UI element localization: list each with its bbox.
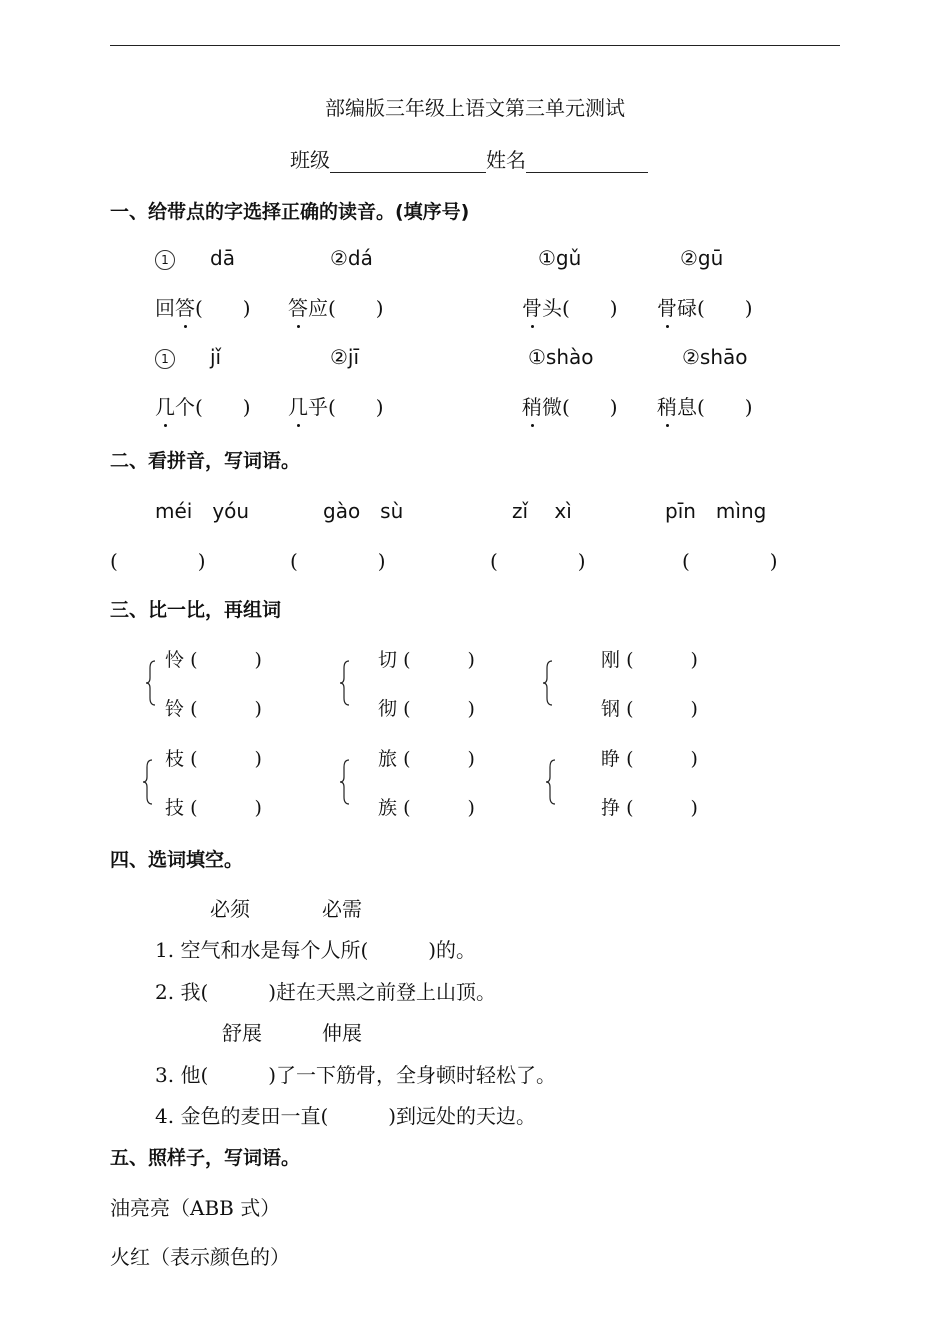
q1-opt: dā bbox=[210, 246, 235, 270]
q1-opt-circle: 1 bbox=[155, 345, 175, 369]
q1-word: 稍息( ) bbox=[657, 391, 753, 420]
answer-blank[interactable]: ( ) bbox=[403, 698, 475, 720]
answer-blank[interactable]: ( ) bbox=[195, 395, 251, 419]
brace-icon bbox=[543, 660, 553, 706]
q1-word: 骨头( ) bbox=[522, 292, 618, 321]
q1-opt: ①gǔ bbox=[538, 246, 582, 270]
answer-blank[interactable]: ( ) bbox=[403, 748, 475, 770]
answer-blank[interactable]: ( ) bbox=[328, 395, 384, 419]
q3-item: 切 ( ) bbox=[378, 649, 475, 671]
q1-word: 回答( ) bbox=[155, 292, 251, 321]
word-choice: 伸展 bbox=[322, 1021, 362, 1045]
q1-opt-circle: 1 bbox=[155, 246, 175, 270]
answer-blank[interactable]: ( ) bbox=[190, 649, 262, 671]
answer-blank[interactable]: ( ) bbox=[562, 296, 618, 320]
q5-item: 油亮亮（ABB 式） bbox=[110, 1196, 281, 1220]
answer-blank[interactable]: ( ) bbox=[697, 296, 753, 320]
q1-opt: ②gū bbox=[680, 246, 724, 270]
q2-pinyin: méi yóu bbox=[155, 499, 250, 523]
section-5-heading: 五、照样子，写词语。 bbox=[110, 1147, 301, 1169]
brace-icon bbox=[546, 759, 556, 805]
q3-item: 旅 ( ) bbox=[378, 748, 475, 770]
q1-opt: ②shāo bbox=[682, 345, 748, 369]
q1-word: 答应( ) bbox=[288, 292, 384, 321]
page-title: 部编版三年级上语文第三单元测试 bbox=[325, 96, 625, 120]
q3-item: 刚 ( ) bbox=[601, 649, 698, 671]
q1-word: 几个( ) bbox=[155, 391, 251, 420]
top-rule bbox=[110, 45, 840, 46]
q2-pinyin: pīn mìng bbox=[665, 499, 767, 523]
word-choice: 必须 bbox=[210, 897, 250, 921]
answer-blank[interactable]: ( ) bbox=[626, 748, 698, 770]
q2-answer-blank[interactable]: ( ) bbox=[110, 549, 206, 573]
section-1-heading: 一、给带点的字选择正确的读音。(填序号) bbox=[110, 201, 470, 223]
name-field[interactable] bbox=[526, 150, 648, 173]
answer-blank[interactable]: ( ) bbox=[195, 296, 251, 320]
answer-blank[interactable]: ( ) bbox=[697, 395, 753, 419]
class-label: 班级 bbox=[290, 148, 330, 172]
answer-blank[interactable]: ( ) bbox=[562, 395, 618, 419]
name-label: 姓名 bbox=[486, 148, 526, 172]
q1-word: 稍微( ) bbox=[522, 391, 618, 420]
q4-sentence: 3. 他( )了一下筋骨，全身顿时轻松了。 bbox=[155, 1063, 557, 1087]
q3-item: 族 ( ) bbox=[378, 797, 475, 819]
q1-opt: ②dá bbox=[330, 246, 373, 270]
q3-item: 怜 ( ) bbox=[165, 649, 262, 671]
q3-item: 枝 ( ) bbox=[165, 748, 262, 770]
answer-blank[interactable]: ( ) bbox=[190, 698, 262, 720]
answer-blank[interactable]: ( ) bbox=[190, 797, 262, 819]
q3-item: 技 ( ) bbox=[165, 797, 262, 819]
brace-icon bbox=[340, 660, 350, 706]
brace-icon bbox=[340, 759, 350, 805]
answer-blank[interactable]: ( ) bbox=[626, 797, 698, 819]
class-field[interactable] bbox=[330, 150, 486, 173]
q1-opt: ①shào bbox=[528, 345, 594, 369]
q3-item: 钢 ( ) bbox=[601, 698, 698, 720]
q3-item: 挣 ( ) bbox=[601, 797, 698, 819]
q3-item: 彻 ( ) bbox=[378, 698, 475, 720]
class-name-line bbox=[290, 144, 648, 173]
word-choice: 舒展 bbox=[222, 1021, 262, 1045]
q2-pinyin: zǐ xì bbox=[512, 499, 572, 523]
q5-item: 火红（表示颜色的） bbox=[110, 1245, 290, 1269]
answer-blank[interactable]: ( ) bbox=[403, 649, 475, 671]
answer-blank[interactable]: ( ) bbox=[626, 698, 698, 720]
q2-pinyin: gào sù bbox=[323, 499, 404, 523]
q2-answer-blank[interactable]: ( ) bbox=[490, 549, 586, 573]
answer-blank[interactable]: ( ) bbox=[190, 748, 262, 770]
q4-sentence: 1. 空气和水是每个人所( )的。 bbox=[155, 938, 477, 962]
q2-answer-blank[interactable]: ( ) bbox=[682, 549, 778, 573]
brace-icon bbox=[143, 759, 153, 805]
answer-blank[interactable]: ( ) bbox=[626, 649, 698, 671]
section-4-heading: 四、选词填空。 bbox=[110, 849, 244, 871]
q1-word: 几乎( ) bbox=[288, 391, 384, 420]
section-2-heading: 二、看拼音，写词语。 bbox=[110, 450, 301, 472]
q4-sentence: 4. 金色的麦田一直( )到远处的天边。 bbox=[155, 1104, 537, 1128]
q2-answer-blank[interactable]: ( ) bbox=[290, 549, 386, 573]
word-choice: 必需 bbox=[322, 897, 362, 921]
q1-word: 骨碌( ) bbox=[657, 292, 753, 321]
q1-opt: ②jī bbox=[330, 345, 360, 369]
brace-icon bbox=[146, 660, 156, 706]
section-3-heading: 三、比一比，再组词 bbox=[110, 599, 282, 621]
q3-item: 睁 ( ) bbox=[601, 748, 698, 770]
q4-sentence: 2. 我( )赶在天黑之前登上山顶。 bbox=[155, 980, 497, 1004]
answer-blank[interactable]: ( ) bbox=[403, 797, 475, 819]
answer-blank[interactable]: ( ) bbox=[328, 296, 384, 320]
q1-opt: jǐ bbox=[210, 345, 222, 369]
q3-item: 铃 ( ) bbox=[165, 698, 262, 720]
